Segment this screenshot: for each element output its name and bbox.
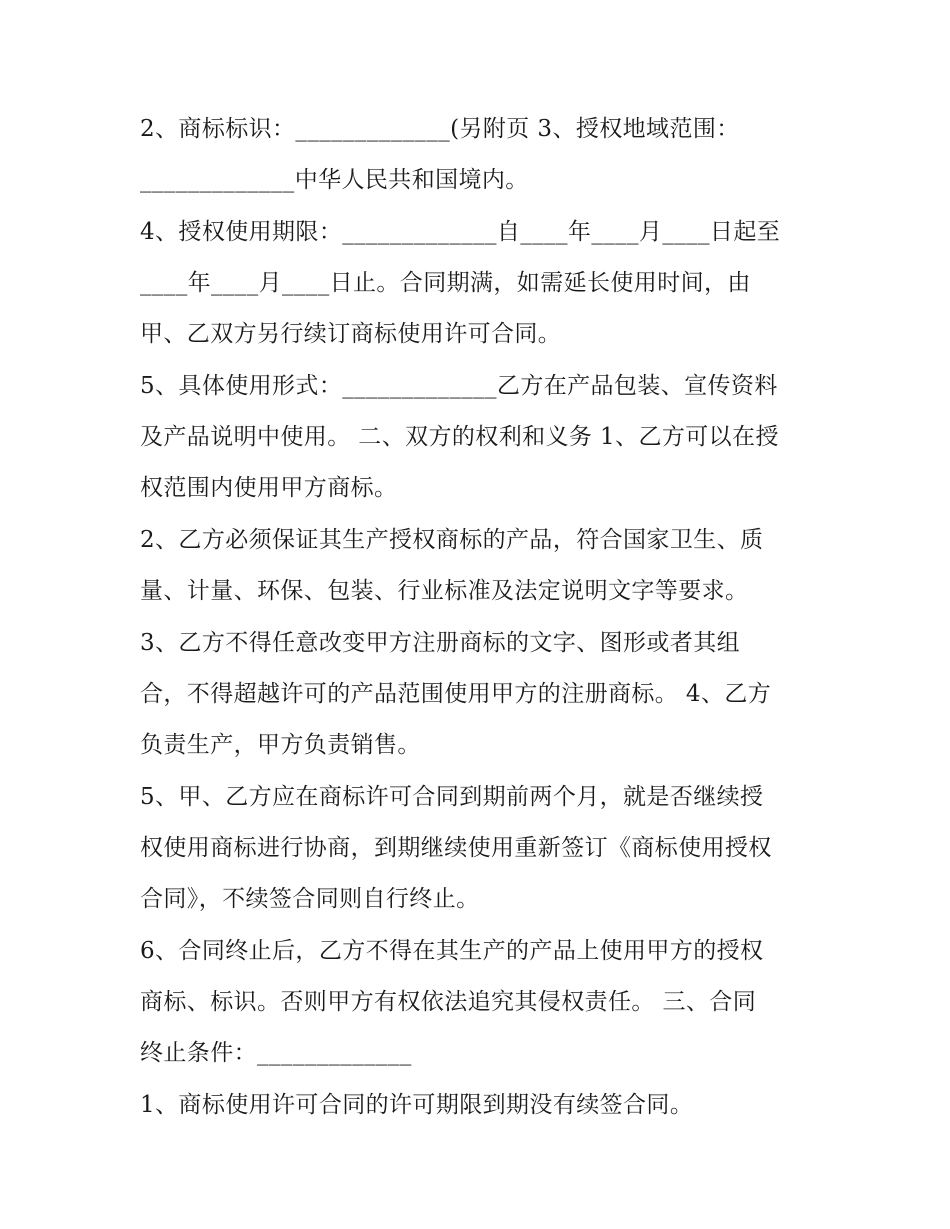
- text-line: 量、计量、环保、包装、行业标准及法定说明文字等要求。: [140, 578, 749, 604]
- contract-body: [140, 104, 820, 1132]
- text-line: 合，不得超越许可的产品范围使用甲方的注册商标。 4、乙方: [140, 681, 772, 707]
- text-line: 负责生产，甲方负责销售。: [140, 732, 421, 758]
- text-line: 终止条件：_____________: [140, 1040, 412, 1066]
- text-line: ____年____月____日止。合同期满，如需延长使用时间，由: [140, 270, 751, 296]
- text-line: 甲、乙双方另行续订商标使用许可合同。: [140, 321, 562, 347]
- clause-after-termination: [140, 926, 820, 1079]
- text-line: 商标、标识。否则甲方有权依法追究其侵权责任。 三、合同: [140, 989, 757, 1015]
- clause-quality-guarantee: [140, 515, 820, 617]
- text-line: 权范围内使用甲方商标。: [140, 475, 398, 501]
- text-line: 5、甲、乙方应在商标许可合同到期前两个月，就是否继续授: [140, 784, 764, 810]
- clause-trademark-mark: [140, 104, 820, 206]
- clause-renewal: [140, 772, 820, 925]
- clause-no-alteration: [140, 618, 820, 771]
- text-line: 1、商标使用许可合同的许可期限到期没有续签合同。: [140, 1092, 694, 1118]
- clause-license-period: [140, 207, 820, 360]
- text-line: 5、具体使用形式：_____________乙方在产品包装、宣传资料: [140, 373, 778, 399]
- text-line: 6、合同终止后，乙方不得在其生产的产品上使用甲方的授权: [140, 938, 764, 964]
- text-line: 4、授权使用期限：_____________自____年____月____日起至: [140, 219, 781, 245]
- text-line: 及产品说明中使用。 二、双方的权利和义务 1、乙方可以在授: [140, 424, 779, 450]
- text-line: 3、乙方不得任意改变甲方注册商标的文字、图形或者其组: [140, 630, 741, 656]
- clause-termination-condition-1: [140, 1080, 820, 1131]
- text-line: 2、乙方必须保证其生产授权商标的产品，符合国家卫生、质: [140, 527, 764, 553]
- text-line: 合同》，不续签合同则自行终止。: [140, 886, 480, 912]
- text-line: 2、商标标识：_____________(另附页 3、授权地域范围：: [140, 116, 740, 142]
- clause-usage-form: [140, 361, 820, 514]
- text-line: 权使用商标进行协商，到期继续使用重新签订《商标使用授权: [140, 835, 772, 861]
- text-line: _____________中华人民共和国境内。: [140, 167, 529, 193]
